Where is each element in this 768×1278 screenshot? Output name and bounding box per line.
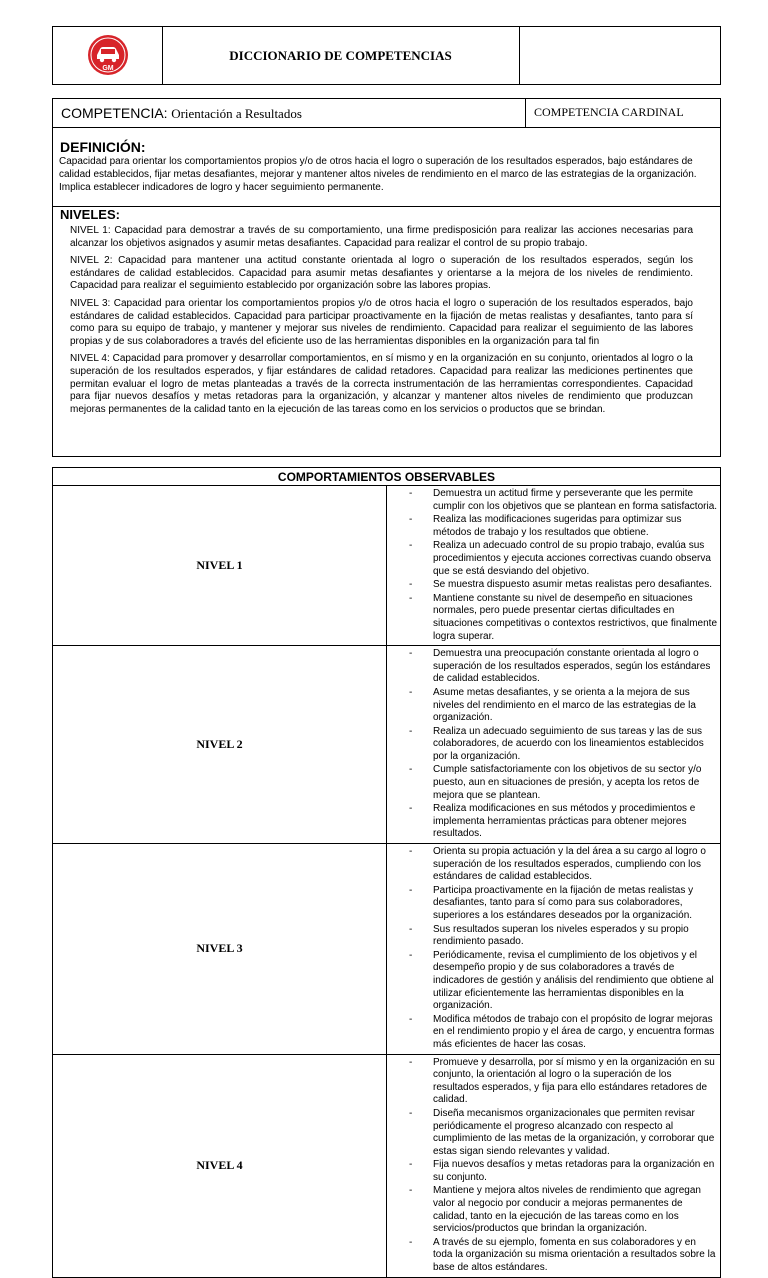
behavior-list [387, 648, 718, 841]
definition-section [53, 127, 720, 207]
list-item: - Modifica métodos de trabajo con el propósito de lograr mejoras en el rendimiento propio y el área de cargo, y encuentra formas más eficientes de hacer las cosas. [387, 1014, 718, 1052]
level-description: NIVEL 2: Capacidad para mantener una actitud constante orientada al logro o superación de los resultados esperados, según los estándares de calidad establecidos. Capacidad para asumir metas desafiantes y orientarse a la mejora de los niveles de rendimiento. Capacidad para realizar el seguimiento establecido por organización sobre las labores propias. [70, 255, 693, 292]
behavior-cell [387, 844, 721, 1055]
level-description: NIVEL 1: Capacidad para demostrar a través de su comportamiento, una firme predisposición para realizar las acciones necesarias para alcanzar los objetivos asignados y asumir metas desafiantes. Capacidad para realizar el control de su propio trabajo. [70, 225, 693, 249]
level-description: NIVEL 4: Capacidad para promover y desarrollar comportamientos, en sí mismo y en la organización en su conjunto, orientados al logro o la superación de los resultados esperados, y fijar estándares de calidad retadores. Capacidad para realizar las mediciones pertinentes que permitan evaluar el logro de metas planteadas a través de la correcta instrumentación de las herramientas correspondientes. Capacidad para fijar nuevos desafíos y metas retadoras para la organización, y alcanzar y mantener altos niveles de rendimiento que produzcan mejoras permanentes de la calidad tanto en la ejecución de las tareas como en los servicios o productos que se brindan. [70, 353, 693, 415]
competency-label: COMPETENCIA: [61, 105, 168, 121]
list-item: - Realiza un adecuado control de su propio trabajo, evalúa sus procedimientos y ejecuta acciones correctivas cuando observa que se está desviando del objetivo. [387, 540, 718, 578]
behavior-cell [387, 486, 721, 646]
company-logo [87, 34, 129, 76]
logo-text: GM [102, 65, 114, 72]
table-row [53, 646, 721, 844]
list-item: - Realiza un adecuado seguimiento de sus tareas y las de sus colaboradores, de acuerdo con los lineamientos establecidos por la organización. [387, 726, 718, 764]
list-item: - Sus resultados superan los niveles esperados y su propio rendimiento pasado. [387, 924, 718, 949]
level-label: NIVEL 4 [53, 1054, 387, 1277]
list-item: - Realiza modificaciones en sus métodos y procedimientos e implementa herramientas prácticas para obtener mejores resultados. [387, 803, 718, 841]
competency-name: Orientación a Resultados [171, 106, 302, 121]
competency-type: COMPETENCIA CARDINAL [525, 99, 720, 127]
table-row [53, 844, 721, 1055]
list-item: - Participa proactivamente en la fijación de metas realistas y desafiantes, tanto para sí como para sus colaboradores, superiores a los estándares deseados por la organización. [387, 885, 718, 923]
behavior-list [387, 846, 718, 1052]
behavior-cell [387, 646, 721, 844]
competency-row [53, 99, 720, 128]
behaviors-title: COMPORTAMIENTOS OBSERVABLES [53, 468, 721, 486]
list-item: - A través de su ejemplo, fomenta en sus colaboradores y en toda la organización su misma orientación a resultados sobre la base de altos estándares. [387, 1237, 718, 1275]
list-item: - Orienta su propia actuación y la del área a su cargo al logro o superación de los resultados esperados, cumpliendo con los estándares de calidad establecidos. [387, 846, 718, 884]
competency-section [52, 98, 721, 457]
list-item: - Fija nuevos desafíos y metas retadoras para la organización en su conjunto. [387, 1159, 718, 1184]
behavior-list [387, 1057, 718, 1275]
list-item: - Demuestra una preocupación constante orientada al logro o superación de los resultados esperados, según los estándares de calidad establecidos. [387, 648, 718, 686]
list-item: - Realiza las modificaciones sugeridas para optimizar sus métodos de trabajo y los resultados que obtiene. [387, 514, 718, 539]
list-item: - Demuestra un actitud firme y perseverante que les permite cumplir con los objetivos que se plantean en forma satisfactoria. [387, 488, 718, 513]
level-label: NIVEL 3 [53, 844, 387, 1055]
level-description: NIVEL 3: Capacidad para orientar los comportamientos propios y/o de otros hacia el logro o superación de los resultados esperados, bajo estándares de calidad establecidos. Capacidad para participar proactivamente en la fijación de metas realistas y desafiantes, tanto para sí como para su equipo de trabajo, y mantener y mejorar sus niveles de rendimiento. Capacidad para realizar el seguimiento de las labores propias y de sus colaboradores a través del eficiente uso de las herramientas disponibles en la organización para tal fin [70, 297, 693, 347]
definition-text: Capacidad para orientar los comportamientos propios y/o de otros hacia el logro o superación de los resultados esperados, bajo estándares de calidad establecidos, fijar metas desafiantes, mejorar y mantener altos niveles de rendimiento en el marco de las estrategias de la organización. Implica establecer indicadores de logro y hacer seguimiento permanente. [59, 156, 697, 194]
list-item: - Cumple satisfactoriamente con los objetivos de su sector y/o puesto, aun en situaciones de presión, y acepta los retos de mejora que se plantean. [387, 764, 718, 802]
behavior-list [387, 488, 718, 643]
levels-list [70, 225, 693, 421]
list-item: - Asume metas desafiantes, y se orienta a la mejora de sus niveles del rendimiento en el marco de las estrategias de la organización. [387, 687, 718, 725]
level-label: NIVEL 2 [53, 646, 387, 844]
levels-title: NIVELES: [60, 207, 120, 222]
competency-name-cell [61, 105, 302, 122]
list-item: - Mantiene y mejora altos niveles de rendimiento que agregan valor al negocio por conducir a mejoras permanentes de calidad, tanto en la ejecución de las tareas como en los servicios/productos que brindan la organización. [387, 1185, 718, 1235]
list-item: - Diseña mecanismos organizacionales que permiten revisar periódicamente el progreso alcanzado con respecto al cumplimiento de las metas de la organización, y corroborar que estas sigan siendo relevantes y validad. [387, 1108, 718, 1158]
definition-title: DEFINICIÓN: [60, 139, 146, 155]
list-item: - Se muestra dispuesto asumir metas realistas pero desafiantes. [387, 579, 718, 592]
list-item: - Promueve y desarrolla, por sí mismo y en la organización en su conjunto, la orientación al logro o la superación de los resultados esperados, y fija para ello estándares retadores de calidad. [387, 1057, 718, 1107]
behaviors-table [52, 467, 721, 1278]
level-label: NIVEL 1 [53, 486, 387, 646]
behaviors-header-row [53, 468, 721, 486]
behavior-cell [387, 1054, 721, 1277]
table-row [53, 1054, 721, 1277]
document-title: DICCIONARIO DE COMPETENCIAS [162, 27, 520, 84]
logo-cell [53, 27, 163, 84]
table-row [53, 486, 721, 646]
list-item: - Periódicamente, revisa el cumplimiento de los objetivos y el desempeño propio y de sus colaboradores a través de indicadores de gestión y análisis del rendimiento que obtiene al utilizar eficientemente las herramientas disponibles en la organización. [387, 950, 718, 1013]
document-header [52, 26, 721, 85]
list-item: - Mantiene constante su nivel de desempeño en situaciones normales, pero puede presentar ciertas dificultades en situaciones competitivas o contextos restrictivos, que finalmente logra superar. [387, 593, 718, 643]
